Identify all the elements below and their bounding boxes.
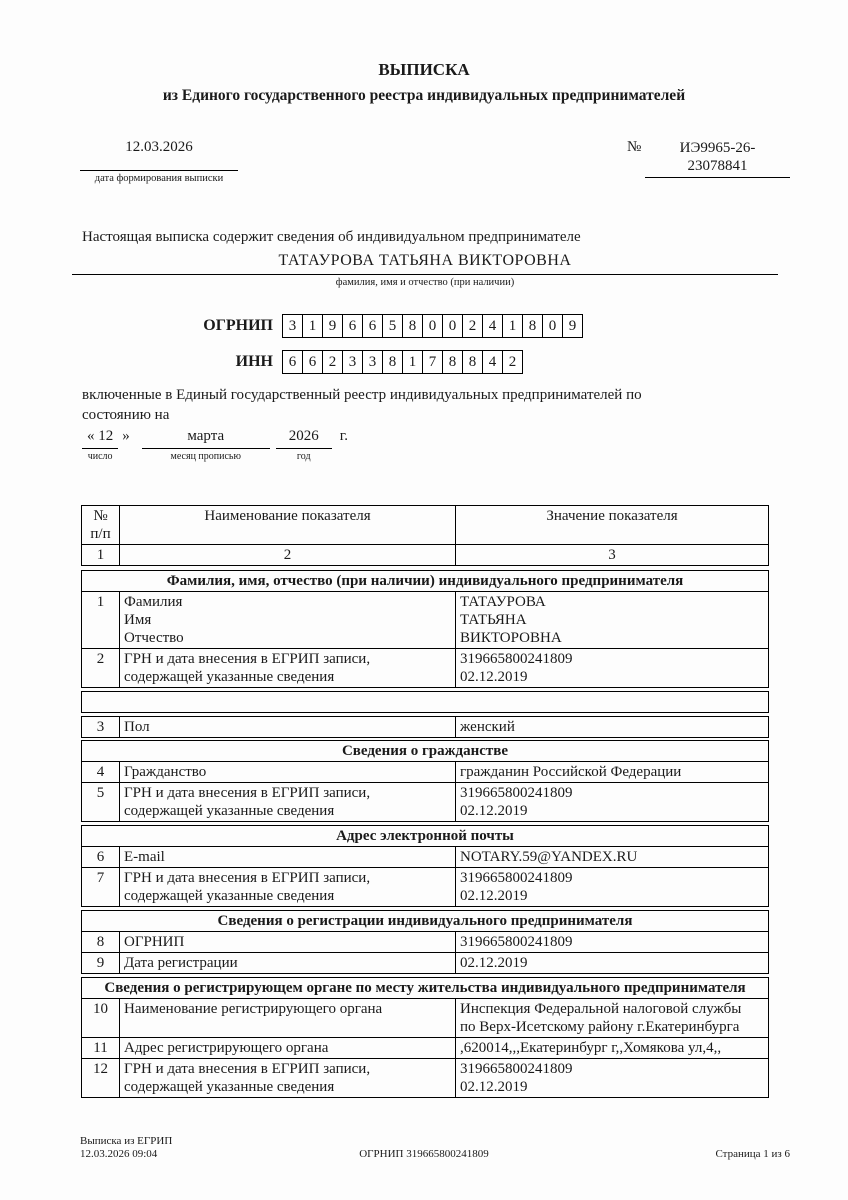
- inn-digit-cell: 3: [362, 350, 383, 374]
- section-header-row: [82, 571, 769, 592]
- indicator-value-line: NOTARY.59@YANDEX.RU: [460, 849, 638, 865]
- ogrnip-digit-cell: 3: [282, 314, 303, 338]
- indicator-value-cell: [456, 932, 769, 953]
- indicator-name-cell: [120, 1059, 456, 1098]
- indicator-name-line: Фамилия: [124, 594, 183, 610]
- col-header-value: Значение показателя: [456, 506, 769, 545]
- indicator-value-line: 319665800241809: [460, 785, 573, 801]
- as-of-day: « 12: [82, 428, 118, 449]
- indicator-name-line: E-mail: [124, 849, 165, 865]
- section-header: Сведения о регистрации индивидуального предпринимателя: [82, 911, 769, 932]
- inn-digit-cell: 6: [302, 350, 323, 374]
- indicator-value-cell: [456, 783, 769, 822]
- row-number-cell: 5: [82, 783, 120, 822]
- table-column-header-row: [82, 506, 769, 545]
- row-number-cell: 7: [82, 868, 120, 907]
- ogrnip-digit-cell: 8: [522, 314, 543, 338]
- inn-digit-cell: 8: [442, 350, 463, 374]
- inn-row: [0, 350, 848, 374]
- indicator-name-cell: [120, 592, 456, 649]
- entrepreneur-name: ТАТАУРОВА ТАТЬЯНА ВИКТОРОВНА: [72, 252, 778, 275]
- indicator-name-cell: [120, 847, 456, 868]
- indicator-name-line: Дата регистрации: [124, 955, 238, 971]
- as-of-year-segment: [276, 428, 332, 462]
- table-block: [81, 570, 769, 688]
- inn-digit-cell: 7: [422, 350, 443, 374]
- row-number-cell: 8: [82, 932, 120, 953]
- section-header: Сведения о регистрирующем органе по месту жительства индивидуального предпринимателя: [82, 978, 769, 999]
- table-row: [82, 999, 769, 1038]
- formation-date-caption: дата формирования выписки: [94, 173, 224, 184]
- extract-number-line1: ИЭ9965-26-: [679, 140, 756, 156]
- inn-digit-cell: 3: [342, 350, 363, 374]
- footer-datetime: 12.03.2026 09:04: [80, 1148, 158, 1160]
- as-of-day-caption: число: [87, 451, 113, 462]
- table-header-block: [81, 505, 769, 566]
- indicator-value-line: по Верх-Исетскому району г.Екатеринбурга: [460, 1019, 740, 1035]
- ogrnip-digit-cell: 1: [302, 314, 323, 338]
- indicator-name-line: содержащей указанные сведения: [124, 1079, 335, 1095]
- ogrnip-digit-cell: 5: [382, 314, 403, 338]
- indicator-name-cell: [120, 1038, 456, 1059]
- included-text: [82, 385, 642, 425]
- footer-doc-type: Выписка из ЕГРИП: [80, 1135, 173, 1147]
- indicator-name-line: содержащей указанные сведения: [124, 669, 335, 685]
- document-subtitle: из Единого государственного реестра индивидуальных предпринимателей: [162, 87, 686, 104]
- inn-digit-cell: 1: [402, 350, 423, 374]
- table-block: [81, 740, 769, 822]
- table-column-number-row: [82, 545, 769, 566]
- indicator-value-line: 319665800241809: [460, 1061, 573, 1077]
- table-block: [81, 716, 769, 738]
- col-header-num: № п/п: [82, 506, 120, 545]
- included-text-line1: включенные в Единый государственный реестр индивидуальных предпринимателей по: [82, 387, 642, 403]
- table-row: [82, 783, 769, 822]
- indicator-value-line: ВИКТОРОВНА: [460, 630, 562, 646]
- inn-digit-cell: 8: [382, 350, 403, 374]
- table-row: [82, 1038, 769, 1059]
- section-header: Фамилия, имя, отчество (при наличии) индивидуального предпринимателя: [82, 571, 769, 592]
- table-row: [82, 1059, 769, 1098]
- document-title: ВЫПИСКА: [378, 60, 470, 79]
- as-of-day-segment: [82, 428, 118, 462]
- indicator-value-cell: [456, 999, 769, 1038]
- indicator-value-cell: [456, 592, 769, 649]
- indicator-name-line: Наименование регистрирующего органа: [124, 1001, 383, 1017]
- inn-label: ИНН: [235, 353, 273, 370]
- section-header-row: [82, 978, 769, 999]
- row-number-cell: 6: [82, 847, 120, 868]
- ogrnip-digit-cell: 0: [422, 314, 443, 338]
- table-row: [82, 932, 769, 953]
- ogrnip-digit-cell: 2: [462, 314, 483, 338]
- indicator-name-line: ГРН и дата внесения в ЕГРИП записи,: [124, 651, 371, 667]
- indicator-value-line: 319665800241809: [460, 870, 573, 886]
- as-of-close-quote: »: [122, 428, 130, 444]
- formation-date: 12.03.2026: [80, 139, 238, 171]
- ogrnip-digit-cell: 1: [502, 314, 523, 338]
- as-of-year-suffix: г.: [339, 428, 348, 444]
- table-block: [81, 825, 769, 907]
- intro-text: Настоящая выписка содержит сведения об индивидуальном предпринимателе: [82, 229, 581, 245]
- ogrnip-digit-cell: 9: [322, 314, 343, 338]
- indicator-name-cell: [120, 999, 456, 1038]
- indicator-name-line: ГРН и дата внесения в ЕГРИП записи,: [124, 785, 371, 801]
- indicator-value-line: 02.12.2019: [460, 955, 528, 971]
- footer-page-number: Страница 1 из 6: [715, 1148, 790, 1160]
- col-number-3: 3: [456, 545, 769, 566]
- indicator-name-line: ГРН и дата внесения в ЕГРИП записи,: [124, 1061, 371, 1077]
- section-header: Адрес электронной почты: [82, 826, 769, 847]
- indicator-name-line: Имя: [124, 612, 152, 628]
- indicator-value-cell: [456, 762, 769, 783]
- indicator-value-cell: [456, 1038, 769, 1059]
- empty-row: [82, 692, 769, 713]
- table-row: [82, 592, 769, 649]
- inn-digit-cell: 2: [502, 350, 523, 374]
- section-header-row: [82, 826, 769, 847]
- row-number-cell: 9: [82, 953, 120, 974]
- indicator-value-line: ТАТАУРОВА: [460, 594, 546, 610]
- indicator-value-cell: [456, 953, 769, 974]
- ogrnip-digit-cell: 4: [482, 314, 503, 338]
- table-row: [82, 762, 769, 783]
- table-row: [82, 868, 769, 907]
- included-text-line2: состоянию на: [82, 407, 170, 423]
- ogrnip-digit-cell: 9: [562, 314, 583, 338]
- indicator-value-line: 319665800241809: [460, 934, 573, 950]
- inn-digit-boxes: [282, 350, 523, 374]
- footer-ogrnip: ОГРНИП 319665800241809: [359, 1148, 489, 1160]
- section-header: Сведения о гражданстве: [82, 741, 769, 762]
- inn-digit-cell: 2: [322, 350, 343, 374]
- indicator-name-line: Пол: [124, 719, 150, 735]
- indicator-value-line: ,620014,,,Екатеринбург г,,Хомякова ул,4,,: [460, 1040, 722, 1056]
- row-number-cell: 2: [82, 649, 120, 688]
- entrepreneur-name-block: [72, 252, 778, 288]
- indicator-name-cell: [120, 783, 456, 822]
- table-block: [81, 691, 769, 713]
- indicator-value-cell: [456, 717, 769, 738]
- ogrnip-digit-cell: 0: [442, 314, 463, 338]
- indicator-name-line: содержащей указанные сведения: [124, 803, 335, 819]
- indicator-name-cell: [120, 932, 456, 953]
- indicator-name-line: Адрес регистрирующего органа: [124, 1040, 329, 1056]
- as-of-year-caption: год: [296, 451, 311, 462]
- row-number-cell: 3: [82, 717, 120, 738]
- section-header-row: [82, 741, 769, 762]
- table-row: [82, 717, 769, 738]
- indicator-value-line: 02.12.2019: [460, 1079, 528, 1095]
- table-row: [82, 847, 769, 868]
- indicator-value-cell: [456, 868, 769, 907]
- as-of-month-caption: месяц прописью: [170, 451, 241, 462]
- indicator-value-line: 319665800241809: [460, 651, 573, 667]
- row-number-cell: 12: [82, 1059, 120, 1098]
- indicator-value-line: женский: [460, 719, 515, 735]
- empty-cell: [82, 692, 769, 713]
- as-of-month: марта: [142, 428, 270, 449]
- row-number-cell: 1: [82, 592, 120, 649]
- extract-number-block: [645, 139, 790, 178]
- indicator-name-line: содержащей указанные сведения: [124, 888, 335, 904]
- table-blocks: [81, 570, 768, 1098]
- indicator-value-line: 02.12.2019: [460, 803, 528, 819]
- table-row: [82, 649, 769, 688]
- indicator-value-cell: [456, 1059, 769, 1098]
- indicator-value-line: ТАТЬЯНА: [460, 612, 527, 628]
- table-row: [82, 953, 769, 974]
- section-header-row: [82, 911, 769, 932]
- indicator-value-line: Инспекция Федеральной налоговой службы: [460, 1001, 742, 1017]
- ogrnip-digit-cell: 6: [342, 314, 363, 338]
- indicator-name-line: ГРН и дата внесения в ЕГРИП записи,: [124, 870, 371, 886]
- indicator-value-cell: [456, 847, 769, 868]
- inn-digit-cell: 6: [282, 350, 303, 374]
- ogrnip-label: ОГРНИП: [203, 317, 273, 334]
- indicator-value-line: гражданин Российской Федерации: [460, 764, 682, 780]
- indicator-name-cell: [120, 717, 456, 738]
- inn-digit-cell: 4: [482, 350, 503, 374]
- ogrnip-digit-cell: 8: [402, 314, 423, 338]
- indicator-name-line: Отчество: [124, 630, 184, 646]
- as-of-month-segment: [142, 428, 270, 462]
- ogrnip-digit-cell: 6: [362, 314, 383, 338]
- number-sign: №: [627, 139, 642, 155]
- inn-digit-cell: 8: [462, 350, 483, 374]
- row-number-cell: 10: [82, 999, 120, 1038]
- indicator-value-line: 02.12.2019: [460, 888, 528, 904]
- as-of-year: 2026: [276, 428, 332, 449]
- indicator-name-cell: [120, 953, 456, 974]
- col-number-2: 2: [120, 545, 456, 566]
- indicator-name-cell: [120, 762, 456, 783]
- extract-number-line2: 23078841: [687, 158, 748, 174]
- indicator-name-line: Гражданство: [124, 764, 207, 780]
- ogrnip-digit-boxes: [282, 314, 583, 338]
- ogrnip-digit-cell: 0: [542, 314, 563, 338]
- details-table-area: [81, 505, 768, 1098]
- ogrnip-row: [0, 314, 848, 338]
- entrepreneur-name-caption: фамилия, имя и отчество (при наличии): [335, 277, 515, 288]
- table-block: [81, 910, 769, 974]
- indicator-name-cell: [120, 649, 456, 688]
- indicator-value-line: 02.12.2019: [460, 669, 528, 685]
- indicator-value-cell: [456, 649, 769, 688]
- col-header-name: Наименование показателя: [120, 506, 456, 545]
- formation-date-block: [80, 139, 238, 184]
- extract-number: [645, 139, 790, 178]
- indicator-name-line: ОГРНИП: [124, 934, 185, 950]
- row-number-cell: 11: [82, 1038, 120, 1059]
- indicator-name-cell: [120, 868, 456, 907]
- table-block: [81, 977, 769, 1098]
- as-of-date-row: [82, 428, 352, 462]
- row-number-cell: 4: [82, 762, 120, 783]
- col-number-1: 1: [82, 545, 120, 566]
